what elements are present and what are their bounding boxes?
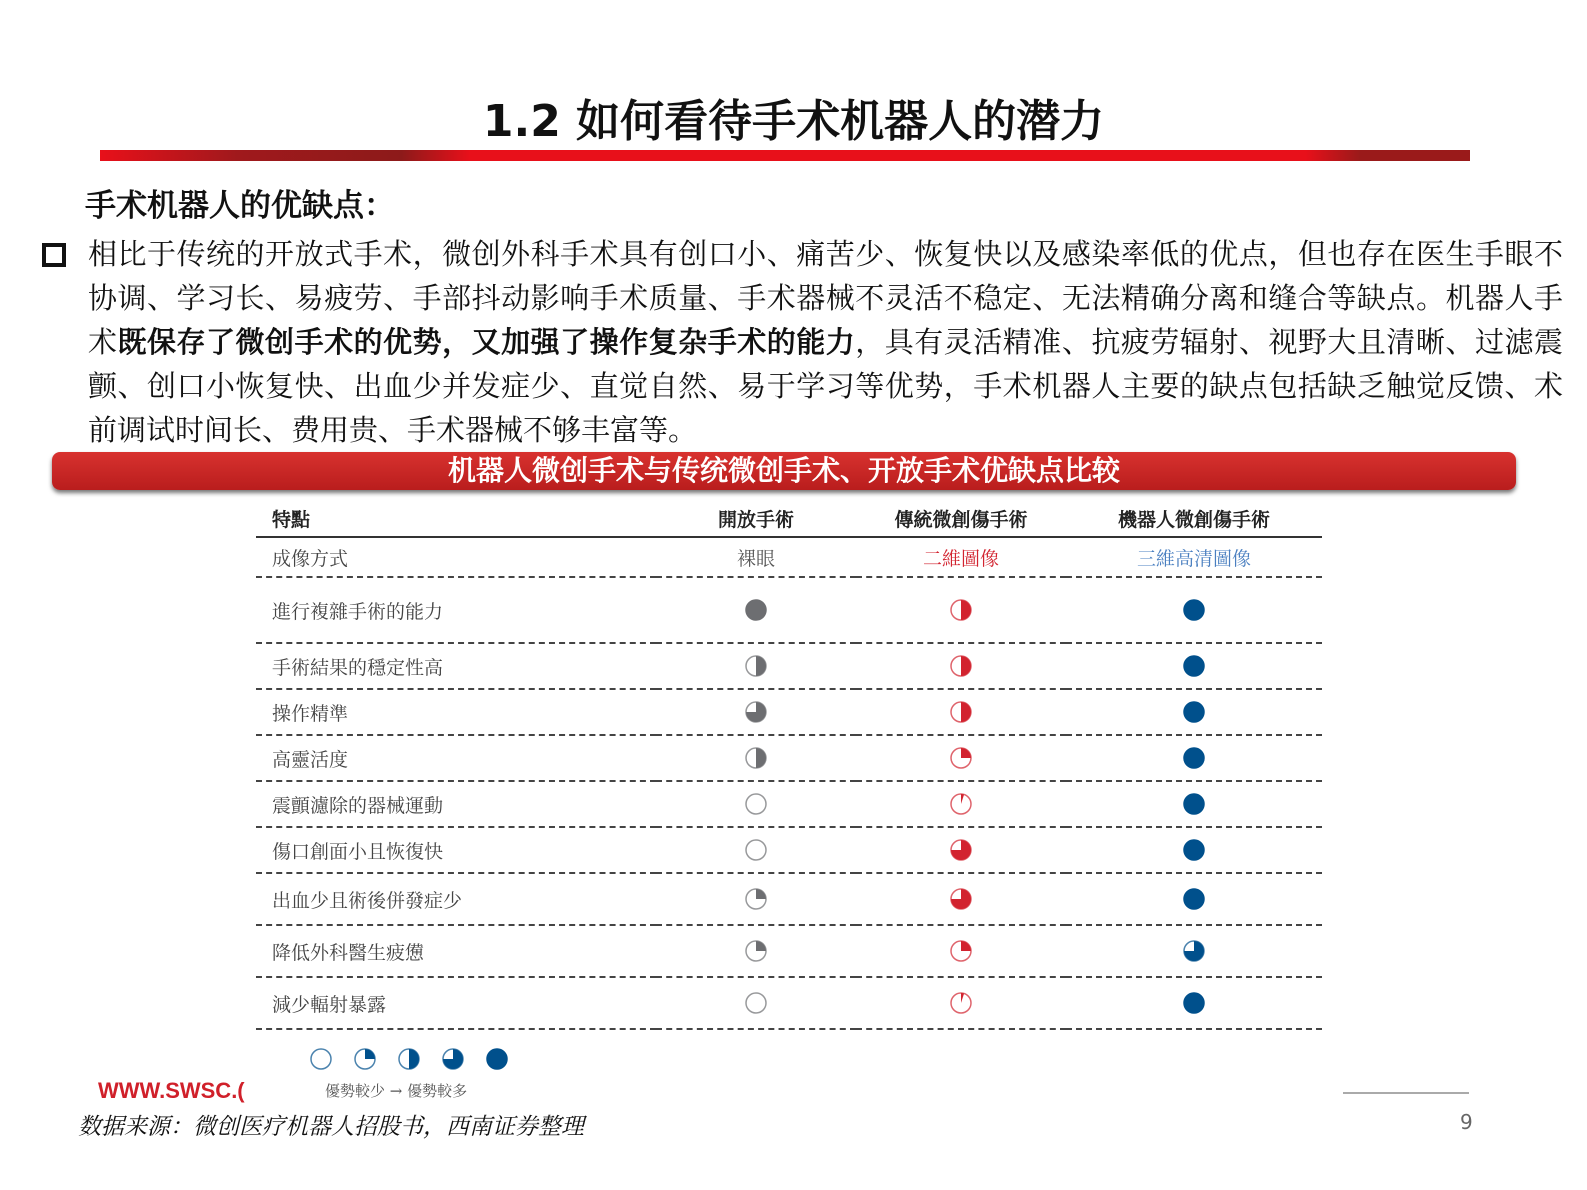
imaging-robot: 三維高清圖像	[1066, 537, 1322, 577]
harvey-ball-icon	[1184, 600, 1204, 620]
row-label: 降低外科醫生疲憊	[256, 925, 656, 977]
harvey-ball-icon	[951, 840, 971, 860]
harvey-ball-icon	[1184, 794, 1204, 814]
rating-cell	[856, 925, 1066, 977]
table-row	[256, 643, 1322, 689]
rating-cell	[1066, 925, 1322, 977]
data-source: 数据来源：微创医疗机器人招股书，西南证券整理	[78, 1114, 584, 1140]
harvey-ball-icon	[951, 702, 971, 722]
harvey-ball-icon	[1184, 702, 1204, 722]
title-divider	[100, 150, 1470, 161]
para-bold-text: 既保存了微创手术的优势，又加强了操作复杂手术的能力	[117, 325, 856, 359]
harvey-ball-icon	[1184, 656, 1204, 676]
slide-title: 1.2 如何看待手术机器人的潜力	[482, 96, 1105, 147]
rating-cell	[1066, 873, 1322, 925]
harvey-ball-icon	[746, 600, 766, 620]
harvey-ball-icon	[951, 748, 971, 768]
rating-cell	[1066, 735, 1322, 781]
footer-divider	[1343, 1092, 1469, 1094]
rating-cell	[1066, 577, 1322, 643]
table-row	[256, 873, 1322, 925]
harvey-ball-icon	[1184, 993, 1204, 1013]
rating-cell	[1066, 689, 1322, 735]
harvey-ball-icon	[746, 656, 766, 676]
body-paragraph	[88, 232, 1563, 452]
rating-cell	[656, 977, 856, 1029]
row-label: 操作精準	[256, 689, 656, 735]
rating-cell	[656, 781, 856, 827]
row-label: 高靈活度	[256, 735, 656, 781]
rating-cell	[856, 873, 1066, 925]
imaging-open: 裸眼	[656, 537, 856, 577]
col-header: 特點	[256, 500, 656, 537]
harvey-ball-icon	[746, 840, 766, 860]
rating-cell	[856, 643, 1066, 689]
rating-cell	[656, 643, 856, 689]
harvey-ball-icon	[951, 941, 971, 961]
harvey-ball-icon	[1184, 840, 1204, 860]
table-row	[256, 735, 1322, 781]
rating-cell	[656, 925, 856, 977]
table-row	[256, 925, 1322, 977]
row-label: 成像方式	[256, 537, 656, 577]
harvey-ball-icon	[487, 1049, 507, 1069]
harvey-ball-icon	[399, 1049, 419, 1069]
row-label: 進行複雜手術的能力	[256, 577, 656, 643]
harvey-ball-icon	[746, 993, 766, 1013]
row-label: 震顫濾除的器械運動	[256, 781, 656, 827]
table-row	[256, 827, 1322, 873]
imaging-traditional: 二維圖像	[856, 537, 1066, 577]
rating-cell	[1066, 977, 1322, 1029]
harvey-ball-icon	[1184, 748, 1204, 768]
table-row	[256, 977, 1322, 1029]
rating-cell	[856, 577, 1066, 643]
rating-cell	[656, 735, 856, 781]
harvey-ball-icon	[746, 748, 766, 768]
website-watermark: WWW.SWSC.(	[98, 1078, 245, 1103]
rating-cell	[856, 781, 1066, 827]
comparison-table	[256, 500, 1322, 1030]
table-row	[256, 781, 1322, 827]
rating-cell	[656, 873, 856, 925]
para-text: 相比于传统的开放式手术，微创外科手术具有创口小、痛苦少、恢复快以及感染率低的优点，但也存在医生手眼不协调、学习长、易疲劳、手部抖动影响手术质量、手术器械不灵活不稳定、无法精确分离和缝合等缺点。机器人手术	[88, 237, 1563, 359]
rating-cell	[1066, 827, 1322, 873]
section-subtitle: 手术机器人的优缺点：	[85, 188, 395, 224]
rating-cell	[1066, 781, 1322, 827]
row-label: 減少輻射暴露	[256, 977, 656, 1029]
harvey-ball-icon	[443, 1049, 463, 1069]
harvey-ball-icon	[951, 993, 971, 1013]
col-header: 開放手術	[656, 500, 856, 537]
rating-cell	[856, 827, 1066, 873]
harvey-ball-icon	[951, 656, 971, 676]
square-bullet-icon	[42, 243, 66, 267]
harvey-ball-icon	[746, 889, 766, 909]
col-header: 傳統微創傷手術	[856, 500, 1066, 537]
harvey-ball-icon	[1184, 889, 1204, 909]
harvey-ball-icon	[951, 889, 971, 909]
harvey-ball-icon	[355, 1049, 375, 1069]
harvey-ball-icon	[951, 600, 971, 620]
harvey-ball-icon	[746, 794, 766, 814]
row-label: 手術結果的穩定性高	[256, 643, 656, 689]
table-row	[256, 577, 1322, 643]
harvey-ball-icon	[1184, 941, 1204, 961]
rating-cell	[856, 689, 1066, 735]
legend-text: 優勢較少 → 優勢較多	[325, 1082, 468, 1100]
rating-cell	[856, 735, 1066, 781]
harvey-ball-legend	[305, 1045, 525, 1075]
harvey-ball-icon	[311, 1049, 331, 1069]
rating-cell	[656, 577, 856, 643]
rating-cell	[856, 977, 1066, 1029]
rating-cell	[656, 689, 856, 735]
rating-cell	[1066, 643, 1322, 689]
harvey-ball-icon	[951, 794, 971, 814]
table-row	[256, 689, 1322, 735]
rating-cell	[656, 827, 856, 873]
col-header: 機器人微創傷手術	[1066, 500, 1322, 537]
harvey-ball-icon	[746, 941, 766, 961]
harvey-ball-icon	[746, 702, 766, 722]
table-banner: 机器人微创手术与传统微创手术、开放手术优缺点比较	[52, 452, 1516, 490]
row-label: 傷口創面小且恢復快	[256, 827, 656, 873]
page-number: 9	[1460, 1110, 1473, 1134]
row-label: 出血少且術後併發症少	[256, 873, 656, 925]
para-text: ，具有灵活精准、抗疲劳辐射、视野大且清晰、过滤震颤、创口小恢复快、出血少并发症少、直觉自然、易于学习等优势，手术机器人主要的缺点包括缺乏触觉反馈、术前调试时间长、费用贵、手术器械不够丰富等。	[88, 325, 1563, 447]
